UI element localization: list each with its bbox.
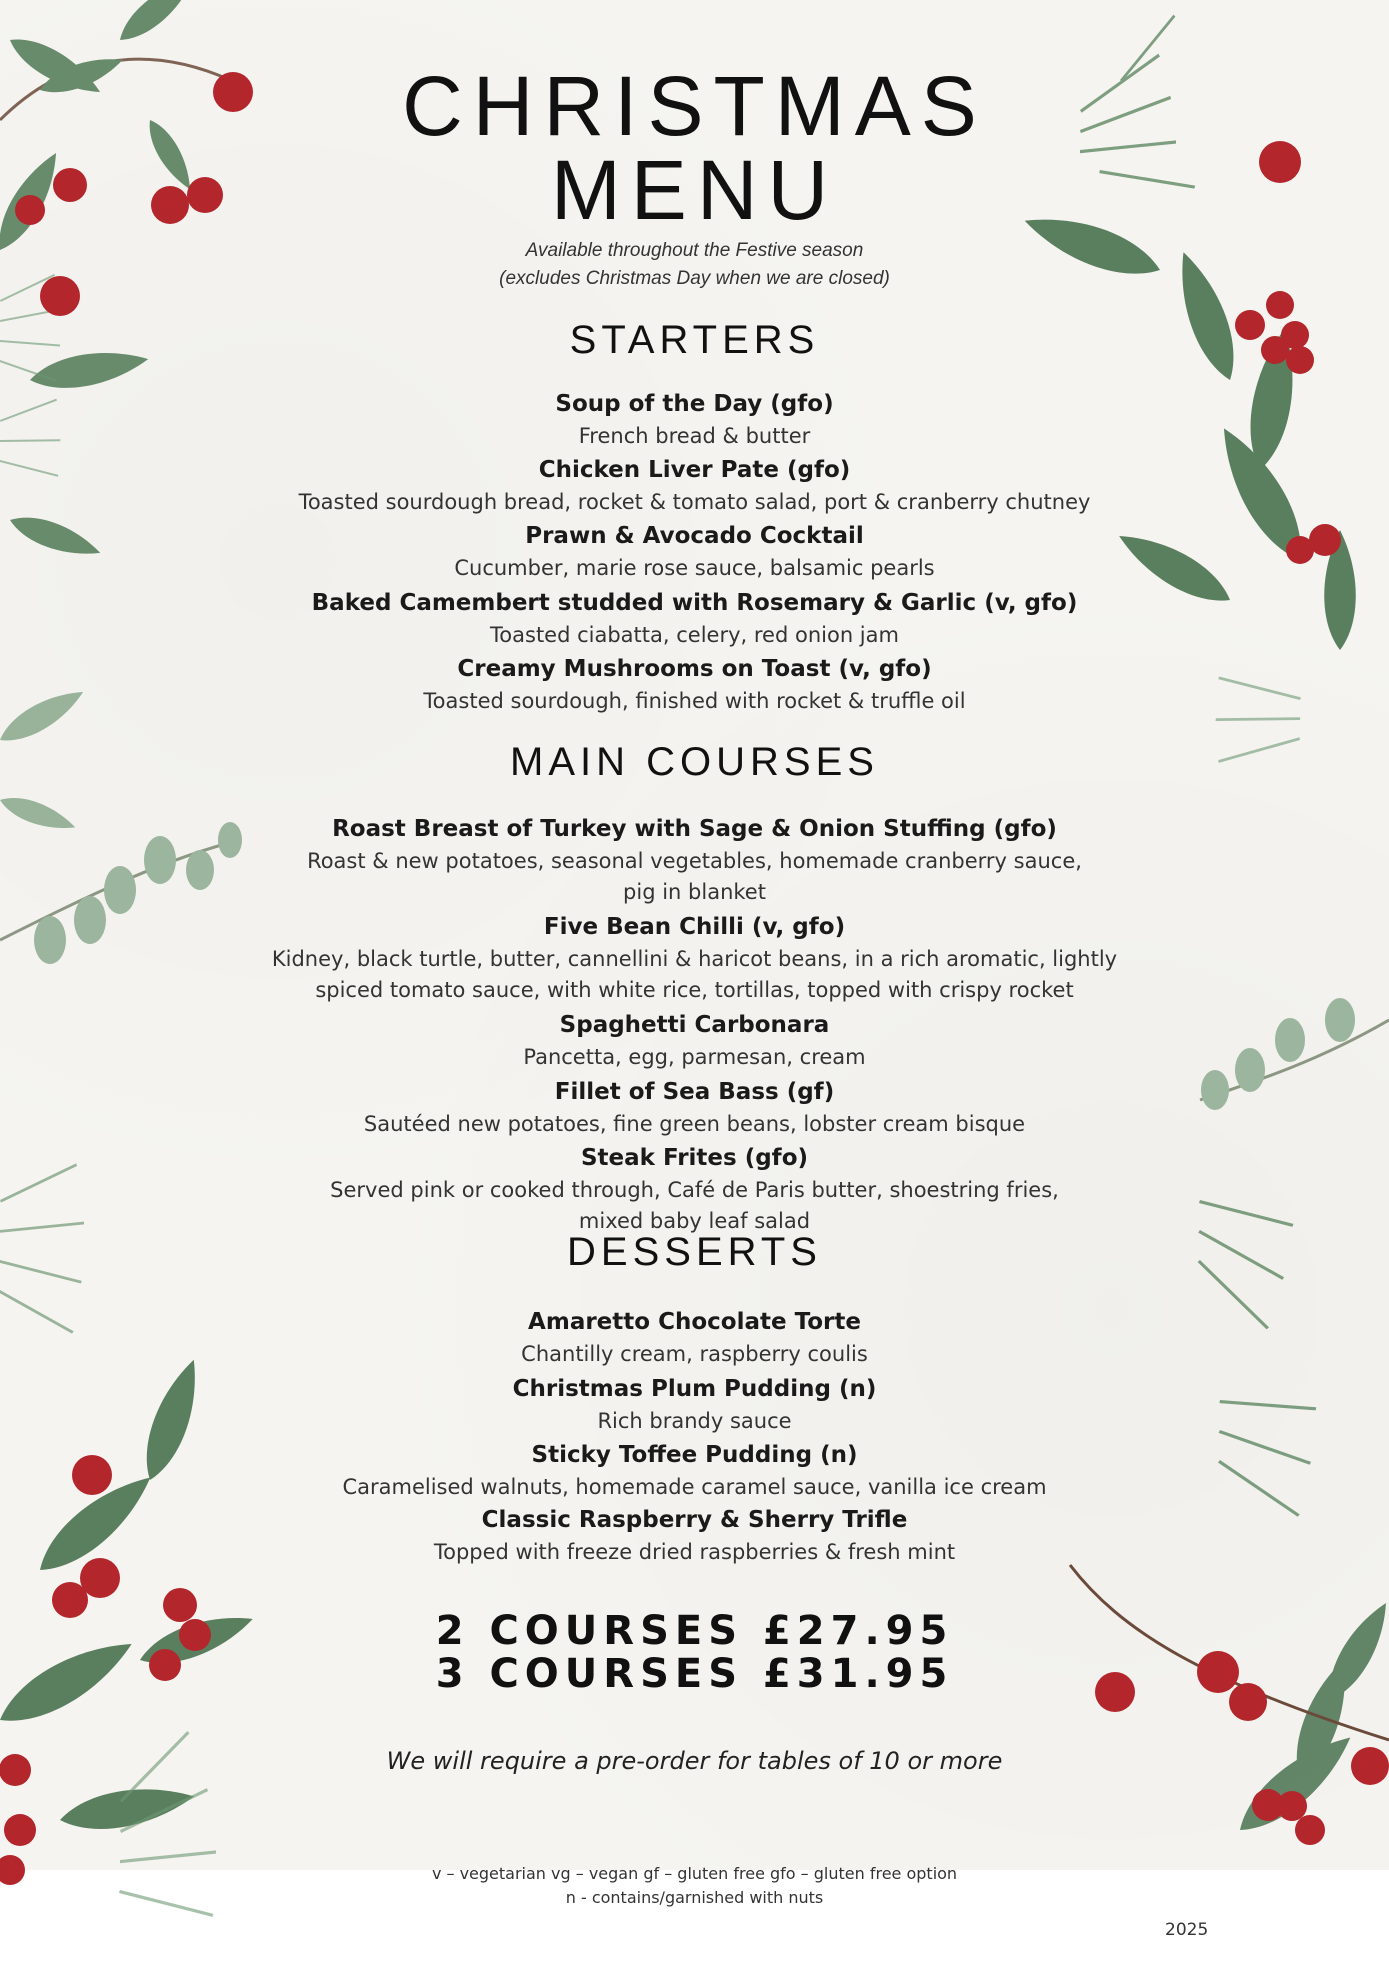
starter-item-name: Creamy Mushrooms on Toast (v, gfo) bbox=[457, 656, 932, 682]
price-two-courses: 2 COURSES £27.95 bbox=[435, 1608, 954, 1654]
year-label: 2025 bbox=[1165, 1920, 1209, 1940]
main-item-name: Steak Frites (gfo) bbox=[580, 1145, 809, 1171]
main-item-desc: spiced tomato sauce, with white rice, tortillas, topped with crispy rocket bbox=[315, 978, 1074, 1002]
starter-item-desc: Toasted sourdough, finished with rocket & truffle oil bbox=[423, 689, 966, 713]
dessert-item-name: Christmas Plum Pudding (n) bbox=[512, 1376, 877, 1402]
dessert-item-name: Sticky Toffee Pudding (n) bbox=[531, 1442, 858, 1468]
menu-subtitle-line2: (excludes Christmas Day when we are closed) bbox=[499, 268, 890, 289]
main-item-desc: Sautéed new potatoes, fine green beans, lobster cream bisque bbox=[363, 1112, 1026, 1136]
starter-item-name: Baked Camembert studded with Rosemary & Garlic (v, gfo) bbox=[311, 590, 1078, 616]
price-three-courses: 3 COURSES £31.95 bbox=[435, 1651, 954, 1697]
dessert-item-desc: Caramelised walnuts, homemade caramel sauce, vanilla ice cream bbox=[342, 1475, 1047, 1499]
starter-item-name: Chicken Liver Pate (gfo) bbox=[538, 457, 851, 483]
main-item-name: Spaghetti Carbonara bbox=[559, 1012, 830, 1038]
dessert-item-name: Classic Raspberry & Sherry Trifle bbox=[481, 1507, 908, 1533]
main-item-name: Fillet of Sea Bass (gf) bbox=[554, 1079, 835, 1105]
footer-band bbox=[0, 1870, 1389, 1965]
preorder-note: We will require a pre-order for tables of 10 or more bbox=[386, 1747, 1003, 1775]
dietary-legend-line1: v – vegetarian vg – vegan gf – gluten free gfo – gluten free option bbox=[431, 1864, 958, 1883]
dessert-item-desc: Topped with freeze dried raspberries & fresh mint bbox=[433, 1540, 956, 1564]
starter-item-desc: Toasted sourdough bread, rocket & tomato salad, port & cranberry chutney bbox=[298, 490, 1091, 514]
starter-item-desc: Toasted ciabatta, celery, red onion jam bbox=[490, 623, 899, 647]
main-item-desc: Pancetta, egg, parmesan, cream bbox=[523, 1045, 866, 1069]
menu-title-line1: CHRISTMAS bbox=[402, 59, 987, 153]
dietary-legend-line2: n - contains/garnished with nuts bbox=[565, 1888, 824, 1907]
main-item-desc: Roast & new potatoes, seasonal vegetables, homemade cranberry sauce, bbox=[307, 849, 1082, 873]
starter-item-desc: Cucumber, marie rose sauce, balsamic pearls bbox=[454, 556, 935, 580]
main-item-desc: pig in blanket bbox=[623, 880, 766, 904]
main-item-desc: Served pink or cooked through, Café de Paris butter, shoestring fries, bbox=[330, 1178, 1059, 1202]
dessert-item-name: Amaretto Chocolate Torte bbox=[528, 1309, 861, 1335]
starter-item-name: Soup of the Day (gfo) bbox=[555, 391, 834, 417]
starter-item-desc: French bread & butter bbox=[578, 424, 811, 448]
starter-item-name: Prawn & Avocado Cocktail bbox=[525, 523, 864, 549]
dessert-item-desc: Chantilly cream, raspberry coulis bbox=[521, 1342, 868, 1366]
main-item-desc: mixed baby leaf salad bbox=[578, 1209, 811, 1233]
main-item-desc: Kidney, black turtle, butter, cannellini & haricot beans, in a rich aromatic, lightly bbox=[271, 947, 1118, 971]
desserts-heading: DESSERTS bbox=[567, 1230, 822, 1274]
main-item-name: Roast Breast of Turkey with Sage & Onion Stuffing (gfo) bbox=[332, 816, 1057, 842]
mains-heading: MAIN COURSES bbox=[510, 740, 879, 784]
starters-heading: STARTERS bbox=[569, 318, 820, 362]
menu-title-line2: MENU bbox=[550, 143, 839, 237]
dessert-item-desc: Rich brandy sauce bbox=[597, 1409, 792, 1433]
main-item-name: Five Bean Chilli (v, gfo) bbox=[543, 914, 846, 940]
menu-subtitle-line1: Available throughout the Festive season bbox=[525, 240, 864, 261]
